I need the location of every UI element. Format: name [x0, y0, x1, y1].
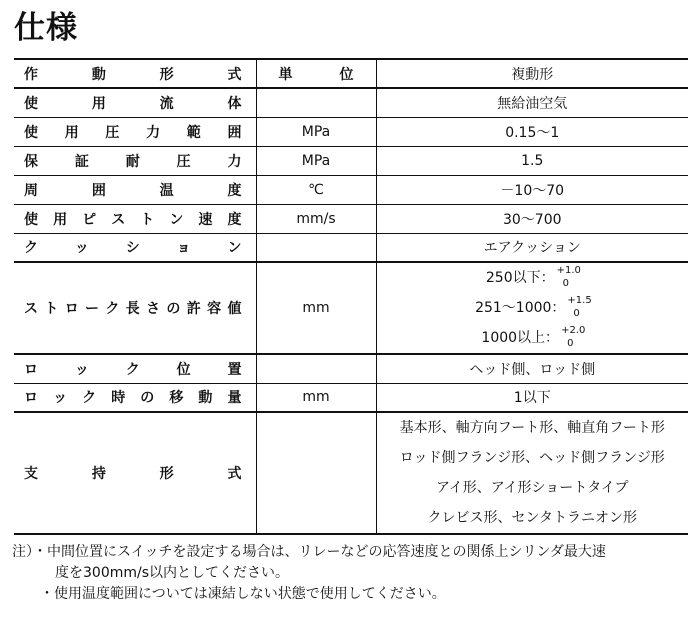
tolerance-plus: +2.0: [561, 325, 586, 336]
row-unit: ℃: [256, 175, 376, 204]
row-unit: MPa: [256, 117, 376, 146]
label-char: 単: [278, 66, 293, 83]
support-type-list: [377, 413, 689, 533]
row-label: [14, 354, 256, 383]
label-chars: [24, 122, 242, 142]
label-char: ス: [24, 301, 38, 317]
label-char: 囲: [227, 124, 242, 141]
note-line: ・使用温度範囲については凍結しない状態で使用してください。: [40, 586, 446, 602]
label-char: ン: [227, 240, 242, 257]
table-row-stroke: [14, 262, 688, 354]
label-char: 形: [159, 466, 174, 482]
table-header-row: [14, 59, 688, 88]
label-char: ン: [169, 211, 184, 228]
row-unit: mm: [256, 262, 376, 354]
label-char: 度: [227, 211, 242, 228]
table-row: [14, 175, 688, 204]
label-char: 作: [24, 66, 38, 83]
label-char: 動: [91, 66, 106, 83]
label-char: 耐: [125, 153, 140, 170]
support-type-line: アイ形、アイ形ショートタイプ: [436, 480, 629, 496]
row-unit: MPa: [256, 146, 376, 175]
label-char: 力: [146, 124, 161, 141]
row-label: [14, 146, 256, 175]
label-char: 許: [186, 301, 201, 317]
label-char: 位: [339, 66, 354, 83]
label-char: ク: [105, 301, 120, 317]
label-char: 容: [207, 301, 222, 317]
support-type-line: ロッド側フランジ形、ヘッド側フランジ形: [399, 450, 665, 466]
row-value: [376, 262, 688, 354]
spec-table: [14, 58, 688, 535]
label-char: ロ: [64, 301, 79, 317]
support-type-line: クレビス形、センタトラニオン形: [427, 510, 637, 526]
label-char: 圧: [105, 124, 120, 141]
label-char: 用: [91, 95, 106, 112]
table-row: [14, 146, 688, 175]
label-char: シ: [125, 240, 140, 257]
stroke-range: 250以下：: [485, 270, 555, 286]
label-char: ト: [140, 211, 155, 228]
label-chars: [24, 463, 242, 483]
row-value: 0.15～1: [376, 117, 688, 146]
label-char: ク: [24, 240, 38, 257]
table-row: [14, 354, 688, 383]
row-unit: [256, 354, 376, 383]
label-char: 度: [227, 182, 242, 199]
label-char: 使: [24, 95, 38, 112]
tolerance-minus: 0: [562, 278, 569, 289]
label-char: ョ: [176, 240, 191, 257]
label-chars: [24, 93, 242, 113]
label-char: 値: [227, 301, 242, 317]
label-char: 温: [159, 182, 174, 199]
tolerance: [557, 265, 579, 291]
stroke-tolerance-line: [481, 323, 586, 353]
label-char: ク: [125, 361, 140, 378]
label-char: ピ: [82, 211, 97, 228]
label-char: 圧: [176, 153, 191, 170]
label-char: 速: [198, 211, 213, 228]
label-char: ロ: [24, 361, 38, 378]
page-title: 仕様: [14, 10, 78, 46]
label-char: ー: [85, 301, 100, 317]
note-line: 注）・中間位置にスイッチを設定する場合は、リレーなどの応答速度との関係上シリンダ最大速: [12, 544, 606, 560]
stroke-tolerance-line: [475, 293, 592, 323]
label-char: 式: [227, 66, 242, 83]
row-label: [14, 88, 256, 117]
label-char: 流: [159, 95, 174, 112]
label-chars: [24, 209, 242, 229]
label-char: 範: [186, 124, 201, 141]
label-chars: [24, 298, 242, 318]
label-char: 量: [227, 390, 242, 407]
label-char: ッ: [74, 361, 89, 378]
row-label: [14, 117, 256, 146]
label-char: 用: [53, 211, 68, 228]
tolerance-plus: +1.5: [567, 295, 592, 306]
label-chars: [24, 387, 242, 407]
label-char: ト: [44, 301, 59, 317]
tolerance: [567, 295, 592, 321]
label-char: ッ: [74, 240, 89, 257]
notes: [12, 542, 692, 605]
label-char: 囲: [91, 182, 106, 199]
row-value: 30～700: [376, 204, 688, 233]
label-chars: [24, 237, 242, 257]
row-label: [14, 412, 256, 534]
label-char: ッ: [53, 390, 68, 407]
table-row: [14, 383, 688, 412]
row-unit: [256, 412, 376, 534]
row-value: 無給油空気: [376, 88, 688, 117]
stroke-tolerance-list: [377, 263, 689, 353]
label-char: 保: [24, 153, 38, 170]
label-char: ク: [82, 390, 97, 407]
row-value: 複動形: [376, 59, 688, 88]
row-value: －10～70: [376, 175, 688, 204]
tolerance-plus: +1.0: [556, 265, 581, 276]
label-char: 持: [91, 466, 106, 482]
label-char: の: [140, 390, 155, 407]
row-label: [14, 204, 256, 233]
label-chars: [24, 359, 242, 379]
label-char: 体: [227, 95, 242, 112]
tolerance-minus: 0: [573, 308, 580, 319]
row-value: 1以下: [376, 383, 688, 412]
table-row: [14, 233, 688, 262]
stroke-tolerance-line: [486, 263, 579, 293]
row-value: 1.5: [376, 146, 688, 175]
label-chars: [24, 64, 242, 84]
note-line: 度を300mm/s以内としてください。: [55, 565, 290, 581]
unit-header-chars: [257, 64, 376, 84]
label-char: 時: [111, 390, 126, 407]
tolerance: [561, 325, 586, 351]
label-char: 形: [159, 66, 174, 83]
row-label: [14, 383, 256, 412]
row-unit: mm/s: [256, 204, 376, 233]
row-value: ヘッド側、ロッド側: [376, 354, 688, 383]
label-char: ロ: [24, 390, 38, 407]
label-char: 支: [24, 466, 38, 482]
unit-header-cell: [256, 59, 376, 88]
tolerance-minus: 0: [567, 338, 574, 349]
label-char: 動: [198, 390, 213, 407]
label-char: 用: [64, 124, 79, 141]
support-type-line: 基本形、軸方向フート形、軸直角フート形: [399, 420, 665, 436]
row-unit: mm: [256, 383, 376, 412]
row-value: [376, 412, 688, 534]
stroke-range: 251～1000：: [475, 300, 566, 316]
row-label: [14, 262, 256, 354]
table-row: [14, 117, 688, 146]
row-unit: [256, 233, 376, 262]
table-row: [14, 204, 688, 233]
row-label: [14, 59, 256, 88]
label-char: の: [166, 301, 181, 317]
label-char: 置: [227, 361, 242, 378]
row-label: [14, 175, 256, 204]
label-chars: [24, 180, 242, 200]
label-char: 位: [176, 361, 191, 378]
stroke-range: 1000以上：: [481, 330, 560, 346]
label-char: 使: [24, 211, 38, 228]
table-row: [14, 88, 688, 117]
row-unit: [256, 88, 376, 117]
row-label: [14, 233, 256, 262]
label-chars: [24, 151, 242, 171]
label-char: 使: [24, 124, 38, 141]
label-char: 長: [125, 301, 140, 317]
label-char: 力: [227, 153, 242, 170]
label-char: 移: [169, 390, 184, 407]
table-row-support: [14, 412, 688, 534]
label-char: さ: [146, 301, 161, 317]
label-char: 証: [74, 153, 89, 170]
row-value: エアクッション: [376, 233, 688, 262]
label-char: 式: [227, 466, 242, 482]
label-char: ス: [111, 211, 126, 228]
label-char: 周: [24, 182, 38, 199]
